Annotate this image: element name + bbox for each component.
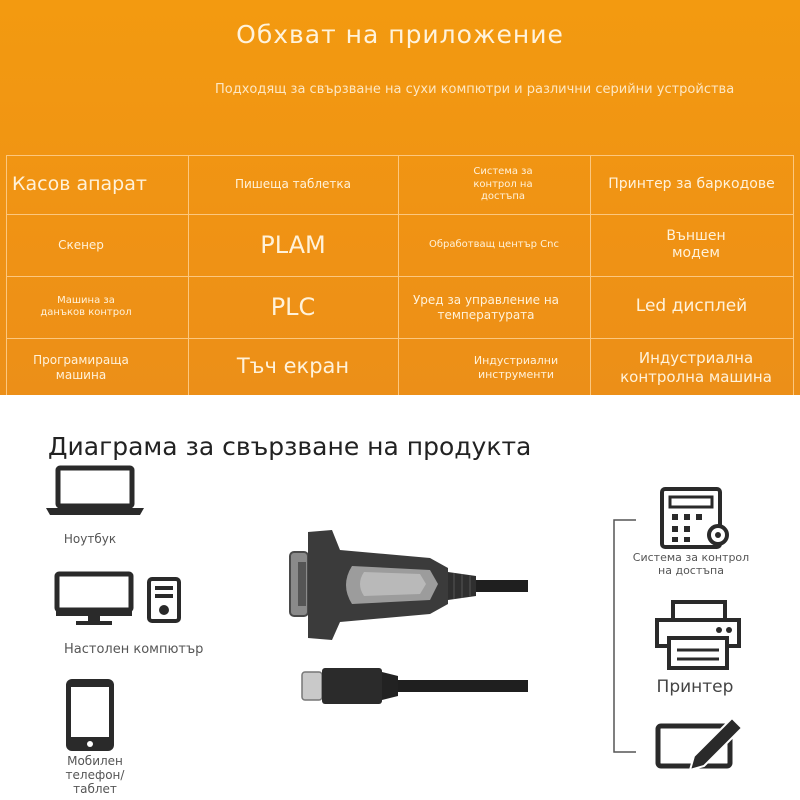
- pc-tower-icon: [147, 577, 181, 623]
- mobile-label: Мобилен телефон/таблет: [65, 754, 125, 796]
- diagram-title: Диаграма за свързване на продукта: [48, 432, 532, 461]
- laptop-label: Ноутбук: [63, 532, 117, 546]
- app-cash-register: Касов апарат: [12, 172, 147, 195]
- app-barcode-printer: Принтер за баркодове: [608, 175, 775, 192]
- app-scanner: Скенер: [58, 237, 104, 252]
- mobile-phone-icon: [64, 677, 116, 753]
- usb-c-to-db9-cable: [280, 520, 530, 720]
- app-programming-machine: Програмираща машина: [33, 353, 129, 382]
- access-control-keypad-icon: [660, 487, 732, 549]
- desktop-label: Настолен компютър: [64, 642, 204, 657]
- app-plc: PLC: [270, 293, 316, 321]
- desktop-monitor-icon: [54, 571, 134, 625]
- printer-icon: [655, 600, 741, 670]
- app-cnc-center: Обработващ център Cnc: [429, 238, 559, 250]
- writing-tablet-icon: [654, 712, 748, 770]
- scope-subtitle: Подходящ за свързване на сухи компютри и различни серийни устройства: [215, 82, 735, 97]
- application-scope-banner: [0, 0, 800, 395]
- printer-label: Принтер: [656, 677, 734, 697]
- app-tax-control-machine: Машина за данъков контрол: [40, 294, 132, 318]
- scope-title: Обхват на приложение: [236, 20, 564, 49]
- app-access-control: Система за контрол на достъпа: [473, 166, 533, 203]
- laptop-icon: [44, 465, 146, 517]
- app-industrial-instruments: Индустриални инструменти: [473, 354, 559, 381]
- app-writing-tablet: Пишеща таблетка: [234, 177, 352, 191]
- access-control-label: Система за контрол на достъпа: [632, 551, 750, 577]
- app-industrial-control-machine: Индустриална контролна машина: [620, 349, 772, 386]
- app-plam: PLAM: [260, 231, 326, 259]
- app-temperature-controller: Уред за управление на температурата: [412, 292, 560, 322]
- app-led-display: Led дисплей: [635, 296, 748, 317]
- applications-grid: [6, 155, 794, 395]
- app-external-modem: Външен модем: [666, 227, 726, 261]
- app-touch-screen: Тъч екран: [236, 354, 350, 379]
